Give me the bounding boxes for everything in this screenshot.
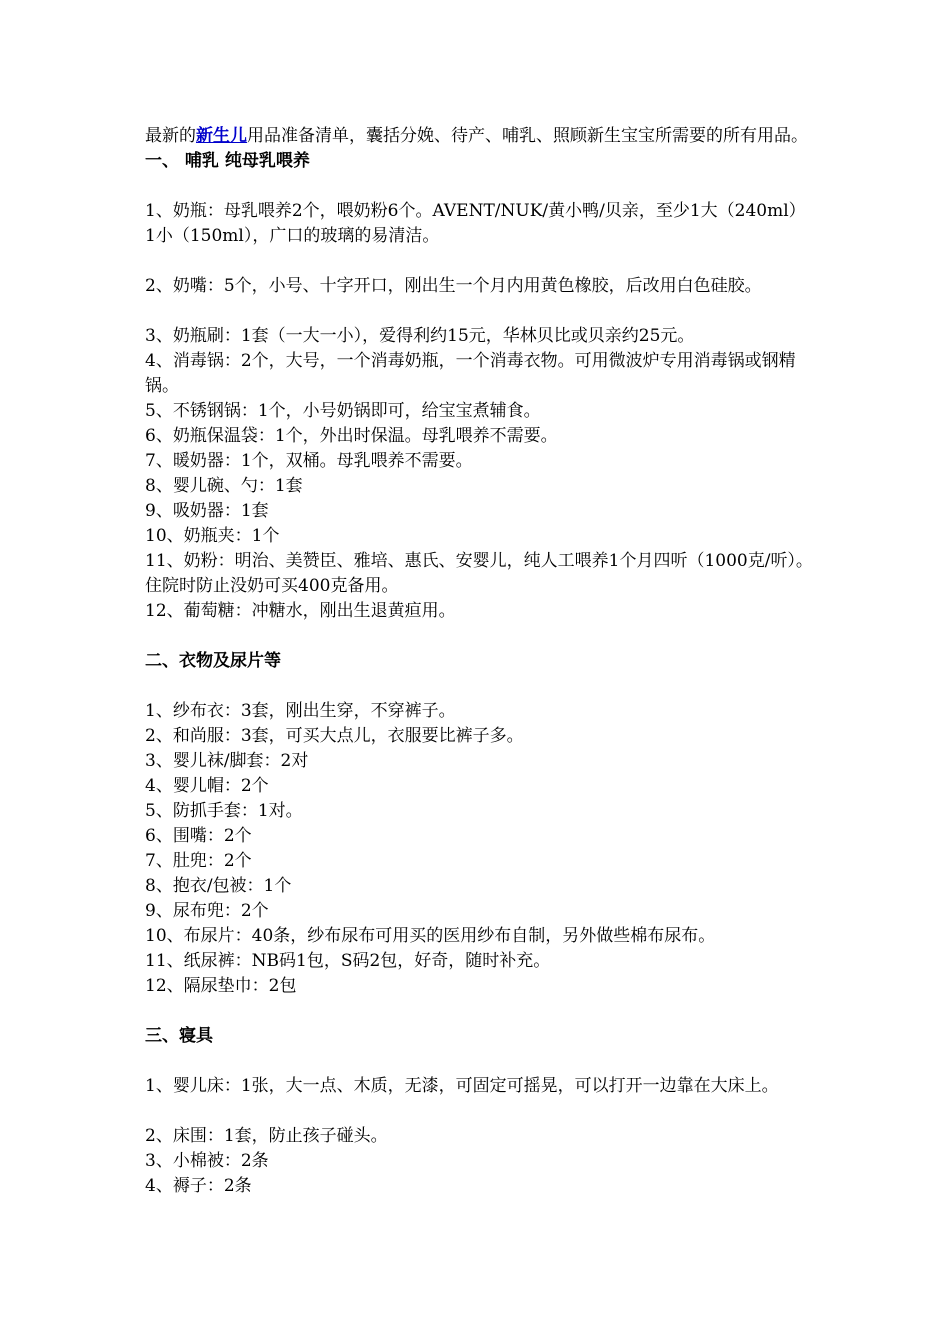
list-item: 4、褥子：2条 (145, 1176, 252, 1196)
list-item: 5、防抓手套：1对。 (145, 801, 303, 821)
list-item: 10、奶瓶夹：1个 (145, 526, 280, 546)
list-item: 9、吸奶器：1套 (145, 501, 269, 521)
intro-paragraph (145, 124, 813, 149)
list-item: 12、葡萄糖：冲糖水，刚出生退黄疸用。 (145, 601, 456, 621)
list-item: 2、奶嘴：5个，小号、十字开口，刚出生一个月内用黄色橡胶，后改用白色硅胶。 (145, 276, 762, 296)
list-item: 1、纱布衣：3套，刚出生穿，不穿裤子。 (145, 701, 456, 721)
list-item: 3、小棉被：2条 (145, 1151, 269, 1171)
newborn-link[interactable]: 新生儿 (196, 126, 247, 146)
list-item: 1、奶瓶：母乳喂养2个，喂奶粉6个。AVENT/NUK/黄小鸭/贝亲，至少1大（240ml）1小（150ml），广口的玻璃的易清洁。 (145, 201, 806, 246)
list-item: 7、暖奶器：1个，双桶。母乳喂养不需要。 (145, 451, 473, 471)
list-item: 3、奶瓶刷：1套（一大一小），爱得利约15元，华林贝比或贝亲约25元。 (145, 326, 695, 346)
list-item: 2、和尚服：3套，可买大点儿，衣服要比裤子多。 (145, 726, 524, 746)
document-body (145, 124, 813, 1199)
list-item: 5、不锈钢锅：1个，小号奶锅即可，给宝宝煮辅食。 (145, 401, 541, 421)
section-heading-feeding: 一、 哺乳 纯母乳喂养 (145, 151, 310, 171)
list-item: 6、围嘴：2个 (145, 826, 252, 846)
section-heading-bedding: 三、寝具 (145, 1026, 213, 1046)
section-heading-clothing: 二、衣物及尿片等 (145, 651, 281, 671)
list-item: 9、尿布兜：2个 (145, 901, 269, 921)
list-item: 3、婴儿袜/脚套：2对 (145, 751, 309, 771)
list-item: 8、婴儿碗、勺：1套 (145, 476, 303, 496)
intro-suffix: 用品准备清单，囊括分娩、待产、哺乳、照顾新生宝宝所需要的所有用品。 (247, 126, 808, 146)
list-item: 11、纸尿裤：NB码1包，S码2包，好奇，随时补充。 (145, 951, 551, 971)
list-item: 7、肚兜：2个 (145, 851, 252, 871)
list-item: 1、婴儿床：1张，大一点、木质，无漆，可固定可摇晃，可以打开一边靠在大床上。 (145, 1076, 779, 1096)
list-item: 8、抱衣/包被：1个 (145, 876, 292, 896)
intro-prefix: 最新的 (145, 126, 196, 146)
list-item: 4、消毒锅：2个，大号，一个消毒奶瓶，一个消毒衣物。可用微波炉专用消毒锅或钢精锅。 (145, 351, 796, 396)
list-item: 10、布尿片：40条，纱布尿布可用买的医用纱布自制，另外做些棉布尿布。 (145, 926, 716, 946)
list-item: 4、婴儿帽：2个 (145, 776, 269, 796)
list-item: 12、隔尿垫巾：2包 (145, 976, 297, 996)
list-item: 2、床围：1套，防止孩子碰头。 (145, 1126, 388, 1146)
list-item: 6、奶瓶保温袋：1个，外出时保温。母乳喂养不需要。 (145, 426, 558, 446)
list-item: 11、奶粉：明治、美赞臣、雅培、惠氏、安婴儿，纯人工喂养1个月四听（1000克/听）。住院时防止没奶可买400克备用。 (145, 551, 813, 596)
